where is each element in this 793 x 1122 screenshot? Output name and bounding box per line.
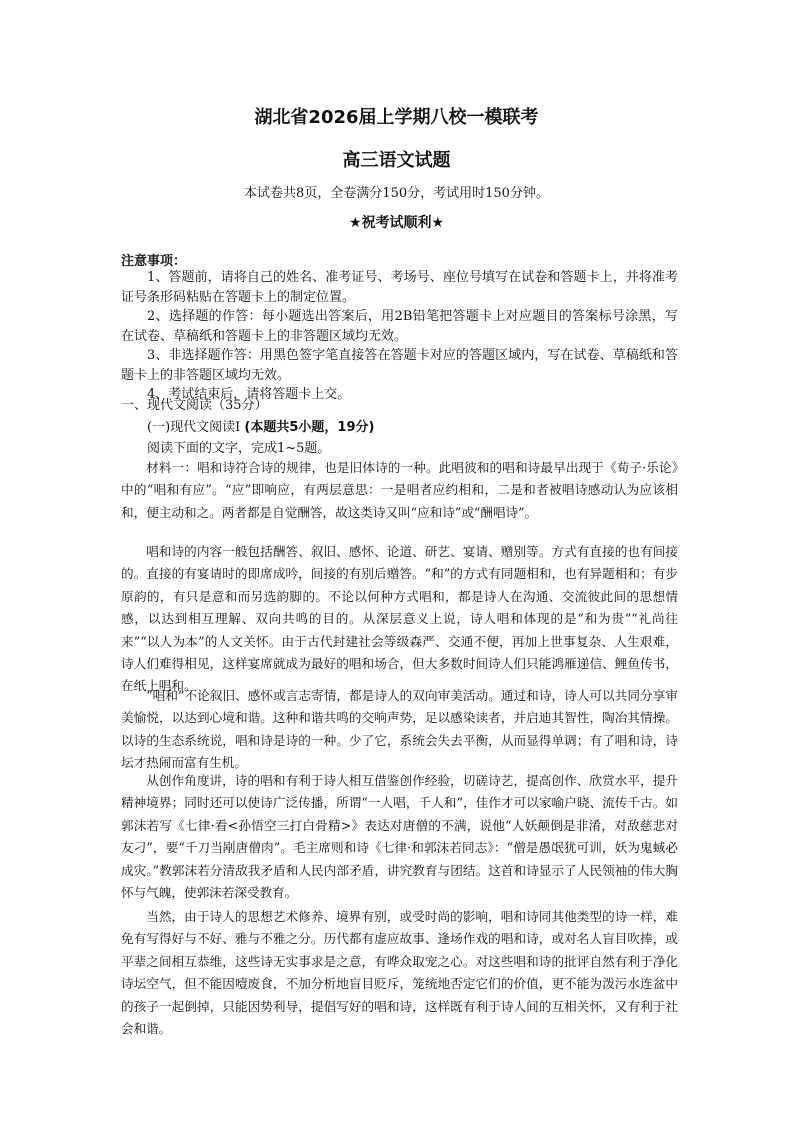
article-paragraph-1: 材料一：唱和诗符合诗的规律，也是旧体诗的一种。此唱彼和的唱和诗最早出现于《荀子·乐论》中的“唱和有应”。“应”即响应，有两层意思：一是唱者应约相和，二是和者被唱诗感动认为应该相和，便主动和之。两者都是自觉酬答，故这类诗又叫“应和诗”或“酬唱诗”。	[121, 460, 678, 520]
note-item-2: 2、选择题的作答：每小题选出答案后，用2B铅笔把答题卡上对应题目的答案标号涂黑，写在试卷、草稿纸和答题卡上的非答题区域均无效。	[121, 309, 678, 344]
note-item-3: 3、非选择题作答：用黑色签字笔直接答在答题卡对应的答题区域内，写在试卷、草稿纸和答题卡上的非答题区域均无效。	[121, 348, 678, 383]
note-item-4: 4、考试结束后，请将答题卡上交。	[147, 387, 351, 402]
article-paragraph-2: 唱和诗的内容一般包括酬答、叙旧、感怀、论道、研艺、宴请、赠别等。方式有直接的也有间接的。直接的有宴请时的即席成吟，间接的有别后赠答。“和”的方式有同题相和，也有异题相和；有步原韵的，有只是意和而另选韵脚的。不论以何种方式唱和，都是诗人在沟通、交流彼此间的思想情感，以达到相互理解、双向共鸣的目的。从深层意义上说，诗人唱和体现的是“和为贵”“礼尚往来”“以人为本”的人文关怀。由于古代封建社会等级森严、交通不便，再加上世事复杂、人生艰难，诗人们难得相见，这样宴席就成为最好的唱和场合，但大多数时间诗人们只能鸿雁递信、鲤鱼传书，在纸上唱和。	[121, 544, 678, 694]
subsection-detail: (本题共5小题，19分)	[244, 420, 375, 435]
notes-heading: 注意事项：	[121, 254, 187, 269]
article-paragraph-3: “唱和”不论叙旧、感怀或言志寄情，都是诗人的双向审美活动。通过和诗，诗人可以共同分享审美愉悦，以达到心境和谐。这种和谐共鸣的交响声势，足以感染读者，并启迪其智性，陶冶其情操。以诗的生态系统说，唱和诗是诗的一种。少了它，系统会失去平衡，从而显得单调；有了唱和诗，诗坛才热闹而富有生机。	[121, 688, 678, 771]
exam-title: 湖北省2026届上学期八校一模联考	[254, 107, 539, 128]
subsection-heading	[147, 418, 374, 437]
exam-info: 本试卷共8页，全卷满分150分，考试用时150分钟。	[244, 186, 549, 201]
good-luck-line: ★祝考试顺利★	[348, 215, 445, 231]
reading-instruction: 阅读下面的文字，完成1~5题。	[147, 441, 331, 456]
exam-subtitle: 高三语文试题	[342, 150, 451, 171]
section-heading: 一、现代文阅读（35分）	[121, 398, 268, 413]
note-item-1: 1、答题前，请将自己的姓名、准考证号、考场号、座位号填写在试卷和答题卡上，并将准考证号条形码粘贴在答题卡上的制定位置。	[121, 270, 678, 305]
subsection-prefix: (一)现代文阅读Ⅰ	[147, 420, 241, 435]
article-paragraph-4: 从创作角度讲，诗的唱和有利于诗人相互借鉴创作经验，切磋诗艺，提高创作、欣赏水平，提升精神境界；同时还可以使诗广泛传播，所谓“一人唱，千人和”，佳作才可以家喻户晓、流传千古。如郭沫若写《七律·看<孙悟空三打白骨精>》表达对唐僧的不满，说他“人妖颠倒是非淆，对敌慈悲对友刁”，要“千刀当剐唐僧肉”。毛主席则和诗《七律·和郭沫若同志》：“僧是愚氓犹可训，妖为鬼蜮必成灾。”教郭沫若分清敌我矛盾和人民内部矛盾，讲究教育与团结。这首和诗显示了人民领袖的伟大胸怀与气魄，使郭沫若深受教育。	[121, 773, 678, 901]
article-paragraph-5: 当然，由于诗人的思想艺术修养、境界有别，或受时尚的影响，唱和诗同其他类型的诗一样，难免有写得好与不好、雅与不雅之分。历代都有虚应故事、逢场作戏的唱和诗，或对名人盲目吹捧，或平辈之间相互恭维，这些诗无实事求是之意，有哗众取宠之心。对这些唱和诗的批评自然有利于净化诗坛空气，但不能因噎废食，不加分析地盲目贬斥，笼统地否定它们的价值，更不能为泼污水连盆中的孩子一起倒掉，只能因势利导，提倡写好的唱和诗，这样既有利于诗人间的互相关怀，又有利于社会和谐。	[121, 909, 678, 1037]
